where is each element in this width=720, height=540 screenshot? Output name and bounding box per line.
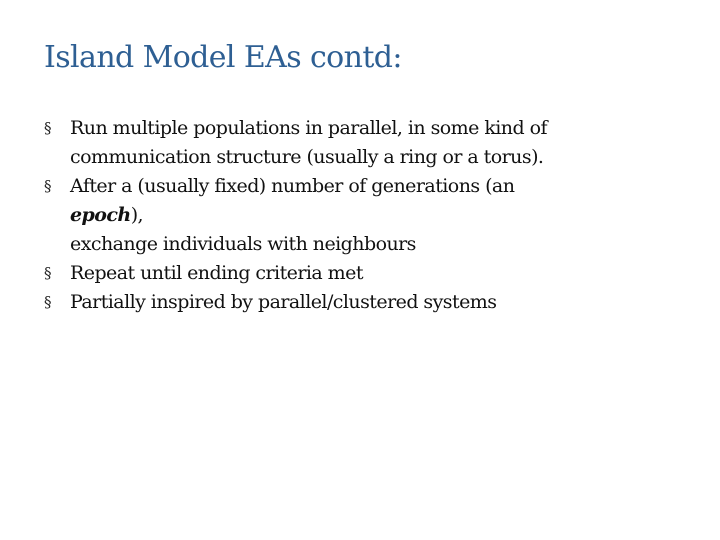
- bullet-text-line: Repeat until ending criteria met: [70, 262, 363, 284]
- bullet-text-line-epoch: [70, 201, 664, 230]
- bullet-text-line: communication structure (usually a ring or a torus).: [70, 146, 544, 168]
- bullet-item-run-populations: [44, 114, 664, 172]
- bullet-text-line: After a (usually fixed) number of generations (an: [70, 175, 515, 197]
- slide-title: Island Model EAs contd:: [44, 40, 402, 75]
- bullet-text-line: Partially inspired by parallel/clustered systems: [70, 291, 497, 313]
- epoch-suffix: ),: [130, 204, 144, 226]
- section-sign-bullet-icon: §: [44, 264, 51, 282]
- bullet-text-line: Run multiple populations in parallel, in some kind of: [70, 117, 547, 139]
- section-sign-bullet-icon: §: [44, 119, 51, 137]
- bullet-item-repeat-until: [44, 259, 664, 288]
- section-sign-bullet-icon: §: [44, 293, 51, 311]
- section-sign-bullet-icon: §: [44, 177, 51, 195]
- bullet-item-partially-inspired: [44, 288, 664, 317]
- epoch-emphasis: epoch: [70, 204, 131, 226]
- bullet-item-epoch-exchange: [44, 172, 664, 259]
- bullet-list: [44, 114, 664, 317]
- bullet-text-line: exchange individuals with neighbours: [70, 233, 416, 255]
